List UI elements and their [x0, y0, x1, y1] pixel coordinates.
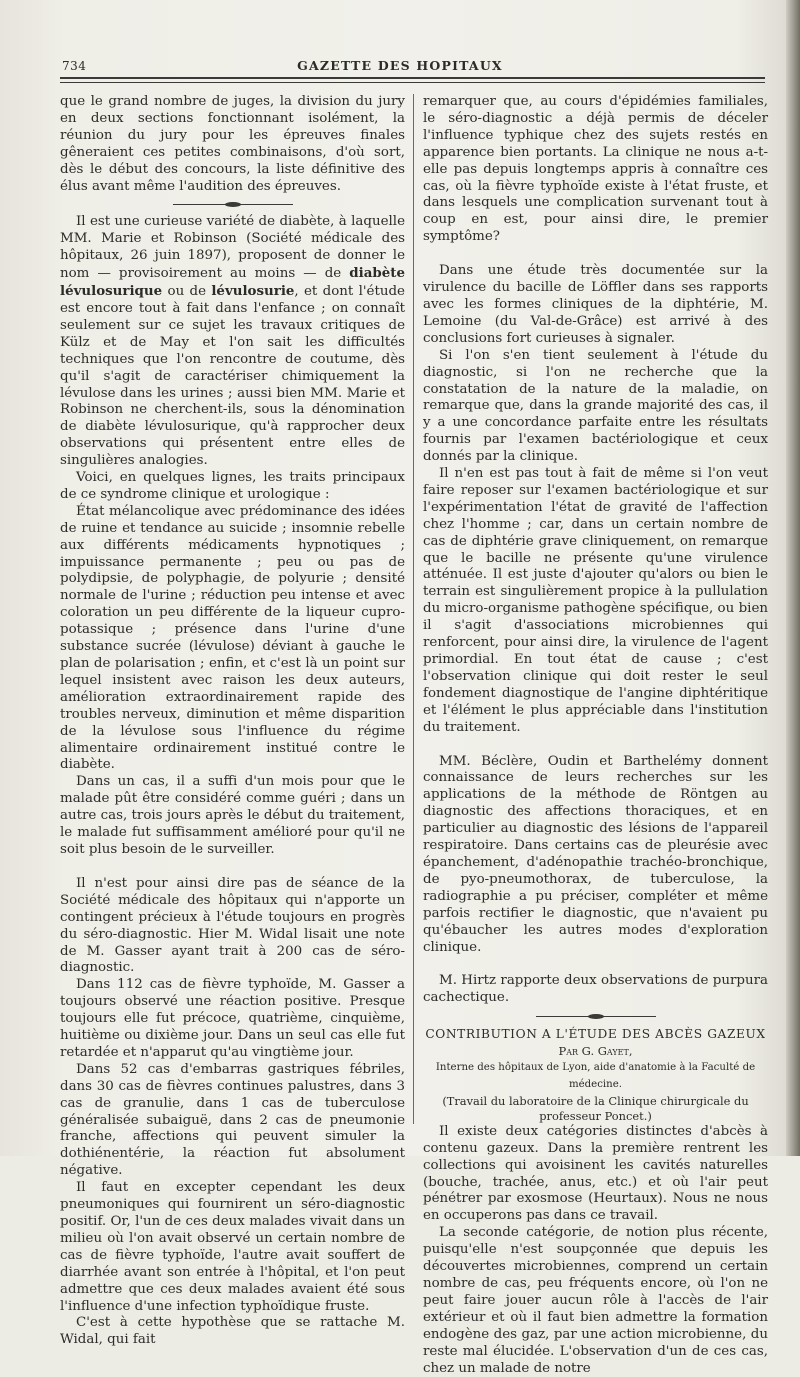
right-column [423, 94, 768, 1377]
paragraph: Voici, en quelques lignes, les traits principaux de ce syndrome clinique et urologique : [60, 470, 405, 502]
article-author: Par G. Gayet, [558, 1044, 633, 1059]
paragraph: Dans 112 cas de fièvre typhoïde, M. Gasser a toujours observé une réaction positive. Presque toujours elle fut précoce, quatrième, cinquième, huitième ou dixième jour. Dans un seul cas elle fut retardée et n'apparut qu'au vingtième jour. [60, 977, 405, 1060]
paragraph: que le grand nombre de juges, la division du jury en deux sections fonctionnant isolément, la réunion du jury pour les épreuves finales gêneraient ces petites combinaisons, d'où sort, dès le début des concours, la liste définitive des élus avant même l'audition des épreuves. [60, 94, 405, 194]
paragraph: remarquer que, au cours d'épidémies familiales, le séro-diagnostic a déjà permis de déceler l'influence typhique chez des sujets restés en apparence bien portants. La clinique ne nous a-t-elle pas depuis longtemps appris à connaître ces cas, où la fièvre typhoïde existe à l'état fruste, et dans lesquels une complication survenant tout à coup en est, pour ainsi dire, le premier symptôme? [423, 94, 768, 245]
article-title: CONTRIBUTION A L'ÉTUDE DES ABCÈS GAZEUX [425, 1027, 766, 1042]
paragraph: État mélancolique avec prédominance des idées de ruine et tendance au suicide ; insomnie rebelle aux différents médicaments hypnotiques ; impuissance permanente ; peu ou pas de polydipsie, de polyphagie, de polyurie ; densité normale de l'urine ; réduction peu intense et avec coloration un peu différente de la liqueur cupro-potassique ; présence dans l'urine d'une substance sucrée (lévulose) déviant à gauche le plan de polarisation ; enfin, et c'est là un point sur lequel insistent avec raison les deux auteurs, amélioration extraordinairement rapide des troubles nerveux, diminution et même disparition de la lévulose sous l'influence du régime alimentaire ordinairement institué contre le diabète. [60, 503, 405, 773]
section-separator [173, 204, 293, 205]
paragraph: Il n'est pour ainsi dire pas de séance de la Société médicale des hôpitaux qui n'apporte un contingent précieux à l'étude toujours en progrès du séro-diagnostic. Hier M. Widal lisait une note de M. Gasser ayant trait à 200 cas de séro-diagnostic. [60, 875, 405, 976]
author-affiliation: Interne des hôpitaux de Lyon, aide d'anatomie à la Faculté de médecine. [435, 1062, 756, 1090]
paragraph: Si l'on s'en tient seulement à l'étude du diagnostic, si l'on ne recherche que la constatation de la nature de la maladie, on remarque que, dans la grande majorité des cas, il y a une concordance parfaite entre les résultats fournis par l'examen bactériologique et ceux donnés par la clinique. [423, 347, 768, 465]
paragraph: Il n'en est pas tout à fait de même si l'on veut faire reposer sur l'examen bactériologique et sur l'expérimentation l'état de gravité de l'affection chez l'homme ; car, dans un certain nombre de cas de diphtérie grave cliniquement, on remarque que le bacille ne présente qu'une virulence atténuée. Il est juste d'ajouter qu'alors ou bien le terrain est singulièrement propice à la pullulation du micro-organisme pathogène spécifique, ou bien il s'agit d'associations microbiennes qui renforcent, pour ainsi dire, la virulence de l'agent primordial. En tout état de cause ; c'est l'observation clinique qui doit rester le seul fondement diagnostique de l'angine diphtéritique et l'élément le plus appréciable dans l'institution du traitement. [423, 466, 768, 735]
paragraph: Dans un cas, il a suffi d'un mois pour que le malade pût être considéré comme guéri ; dans un autre cas, trois jours après le début du traitement, le malade fut suffisamment amélioré pour qu'il ne soit plus besoin de le surveiller. [60, 774, 405, 857]
running-title: GAZETTE DES HOPITAUX [297, 58, 503, 73]
paragraph: C'est à cette hypothèse que se rattache M. Widal, qui fait [60, 1315, 405, 1348]
left-column [60, 94, 405, 1349]
laboratory-credit: (Travail du laboratoire de la Clinique chirurgicale du professeur Poncet.) [442, 1093, 749, 1123]
paragraph: Dans une étude très documentée sur la virulence du bacille de Löffler dans ses rapports avec les formes cliniques de la diphtérie, M. Lemoine (du Val-de-Grâce) est arrivé à des conclusions fort curieuses à signaler. [423, 263, 768, 346]
page-binding-edge [786, 0, 800, 1156]
paragraph: Il faut en excepter cependant les deux pneumoniques qui fournirent un séro-diagnostic positif. Or, l'un de ces deux malades vivait dans un milieu où l'on avait observé un certain nombre de cas de fièvre typhoïde, l'autre avait souffert de diarrhée avant son entrée à l'hôpital, et l'on peut admettre que ces deux malades avaient été sous l'influence d'une infection typhoïdique fruste. [60, 1180, 405, 1314]
paragraph: Dans 52 cas d'embarras gastriques fébriles, dans 30 cas de fièvres continues palustres, dans 3 cas de granulie, dans 1 cas de tuberculose généralisée subaiguë, dans 2 cas de pneumonie franche, affections qui peuvent simuler la dothiénentérie, la réaction fut absolument négative. [60, 1061, 405, 1179]
header-rule-thin [60, 82, 765, 83]
text-run: Il est une curieuse variété de diabète, à laquelle MM. Marie et Robinson (Société médicale des hôpitaux, 26 juin 1897), proposent de donner le nom — provisoirement au moins — de [60, 214, 405, 282]
text-run: ou de [162, 284, 212, 300]
section-separator [536, 1016, 656, 1017]
column-divider [413, 94, 414, 1124]
paragraph: M. Hirtz rapporte deux observations de purpura cachectique. [423, 973, 768, 1006]
bold-term: diabète lévulosurique [60, 265, 405, 300]
bold-term: lévulosurie [211, 283, 295, 300]
paragraph: MM. Béclère, Oudin et Barthelémy donnent connaissance de leurs recherches sur les applications de la méthode de Röntgen au diagnostic des affections thoraciques, et en particulier au diagnostic des lésions de l'appareil respiratoire. Dans certains cas de pleurésie avec épanchement, d'adénopathie trachéo-bronchique, de pyo-pneumothorax, de tuberculose, la radiographie a pu préciser, compléter et même parfois rectifier le diagnostic, que n'avaient pu qu'ébaucher les autres modes d'exploration clinique. [423, 753, 768, 955]
paragraph: La seconde catégorie, de notion plus récente, puisqu'elle n'est soupçonnée que depuis les découvertes microbiennes, comprend un certain nombre de cas, peu fréquents encore, où l'on ne peut faire jouer aucun rôle à l'accès de l'air extérieur et où il faut bien admettre la formation endogène des gaz, par une action microbienne, du reste mal élucidée. L'observation d'un de ces cas, chez un malade de notre [423, 1225, 768, 1376]
text-run: , et dont l'étude est encore tout à fait dans l'enfance ; on connaît seulement sur ce sujet les travaux critiques de Külz et de May et l'on sait les difficultés techniques que l'on rencontre de coutume, dès qu'il s'agit de caractériser chimiquement la lévulose dans les urines ; aussi bien MM. Marie et Robinson ne cherchent-ils, sous la dénomination de diabète lévulosurique, qu'à rapprocher deux observations qui présentent entre elles de singulières analogies. [60, 284, 405, 469]
paragraph: Il existe deux catégories distinctes d'abcès à contenu gazeux. Dans la première rentrent les collections qui avoisinent les cavités naturelles (bouche, trachée, anus, etc.) et où l'air peut pénétrer par exosmose (Heurtaux). Nous ne nous en occuperons pas dans ce travail. [423, 1123, 768, 1224]
page-number: 734 [62, 59, 87, 73]
paragraph [60, 214, 405, 470]
header-rule [60, 77, 765, 79]
